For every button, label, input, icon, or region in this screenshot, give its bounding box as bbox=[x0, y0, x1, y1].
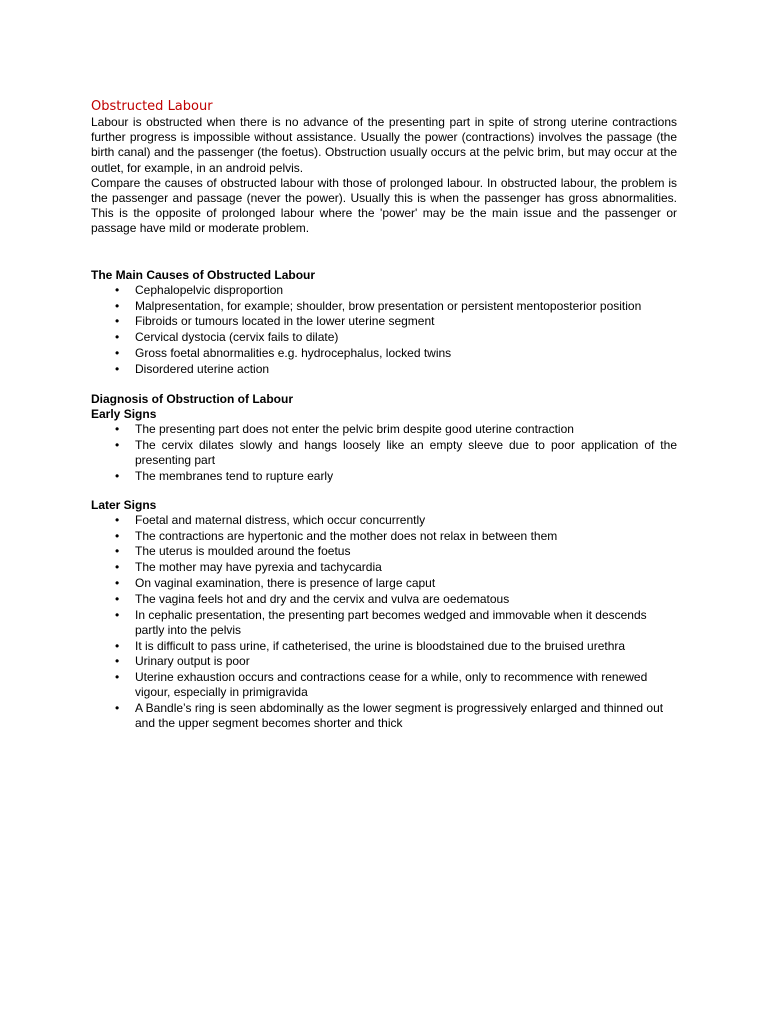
list-item bbox=[91, 422, 677, 437]
causes-list bbox=[91, 283, 677, 377]
list-item bbox=[91, 513, 677, 528]
list-item-text: Foetal and maternal distress, which occur concurrently bbox=[135, 512, 426, 527]
list-item bbox=[91, 529, 677, 544]
bullet-icon: • bbox=[115, 701, 120, 716]
list-item bbox=[91, 438, 677, 468]
bullet-icon: • bbox=[115, 591, 120, 606]
intro-paragraph-2: Compare the causes of obstructed labour with those of prolonged labour. In obstructed labour, the problem is the passenger and passage (never the power). Usually this is when the passenger has gross abnormalities. This is the opposite of prolonged labour where the 'power' may be the main issue and the passenger or passage have mild or moderate problem. bbox=[91, 175, 677, 236]
bullet-icon: • bbox=[115, 528, 120, 543]
list-item-text: Gross foetal abnormalities e.g. hydrocephalus, locked twins bbox=[135, 346, 452, 361]
list-item bbox=[91, 346, 677, 361]
list-item-text: The mother may have pyrexia and tachycardia bbox=[135, 560, 382, 575]
list-item-text: The uterus is moulded around the foetus bbox=[135, 544, 351, 559]
list-item bbox=[91, 330, 677, 345]
bullet-icon: • bbox=[115, 298, 120, 313]
list-item-text: Disordered uterine action bbox=[135, 361, 270, 376]
document-title: Obstructed Labour bbox=[91, 99, 213, 114]
list-item-text: It is difficult to pass urine, if catheterised, the urine is bloodstained due to the bruised urethra bbox=[135, 638, 626, 653]
bullet-icon: • bbox=[115, 654, 120, 669]
later-signs-list bbox=[91, 513, 677, 732]
bullet-icon: • bbox=[115, 607, 120, 622]
list-item bbox=[91, 283, 677, 298]
bullet-icon: • bbox=[115, 330, 120, 345]
list-item bbox=[91, 469, 677, 484]
list-item-text: On vaginal examination, there is presence of large caput bbox=[135, 576, 436, 590]
causes-heading: The Main Causes of Obstructed Labour bbox=[91, 267, 316, 282]
list-item bbox=[91, 670, 677, 700]
bullet-icon: • bbox=[115, 346, 120, 361]
bullet-icon: • bbox=[115, 282, 120, 297]
diagnosis-heading: Diagnosis of Obstruction of Labour bbox=[91, 391, 293, 406]
bullet-icon: • bbox=[115, 512, 120, 527]
list-item-text: The membranes tend to rupture early bbox=[135, 468, 334, 483]
list-item-text: The cervix dilates slowly and hangs loosely like an empty sleeve due to poor application of the presenting part bbox=[135, 437, 677, 468]
list-item-text: A Bandle’s ring is seen abdominally as the lower segment is progressively enlarged and thinned out and the upper segment becomes shorter and thick bbox=[135, 701, 664, 731]
list-item bbox=[91, 654, 677, 669]
list-item-text: Urinary output is poor bbox=[135, 654, 250, 669]
list-item-text: Malpresentation, for example; shoulder, brow presentation or persistent mentoposterior position bbox=[135, 298, 642, 313]
list-item-text: Cervical dystocia (cervix fails to dilate) bbox=[135, 330, 339, 345]
bullet-icon: • bbox=[115, 670, 120, 685]
list-item bbox=[91, 560, 677, 575]
early-signs-list bbox=[91, 422, 677, 484]
spacer bbox=[91, 485, 677, 498]
list-item bbox=[91, 701, 677, 731]
spacer bbox=[91, 237, 677, 268]
bullet-icon: • bbox=[115, 560, 120, 575]
list-item bbox=[91, 314, 677, 329]
later-signs-heading: Later Signs bbox=[91, 497, 157, 512]
list-item bbox=[91, 362, 677, 377]
list-item bbox=[91, 592, 677, 607]
bullet-icon: • bbox=[115, 544, 120, 559]
list-item bbox=[91, 608, 677, 638]
bullet-icon: • bbox=[115, 437, 120, 452]
list-item bbox=[91, 544, 677, 559]
list-item bbox=[91, 299, 677, 314]
document-page bbox=[91, 98, 677, 732]
list-item-text: The contractions are hypertonic and the mother does not relax in between them bbox=[135, 528, 558, 543]
list-item-text: The presenting part does not enter the pelvic brim despite good uterine contraction bbox=[135, 422, 574, 437]
list-item bbox=[91, 639, 677, 654]
bullet-icon: • bbox=[115, 361, 120, 376]
bullet-icon: • bbox=[115, 576, 120, 590]
list-item-text: Uterine exhaustion occurs and contractions cease for a while, only to recommence with renewed vigour, especially in primigravida bbox=[135, 670, 648, 700]
early-signs-heading: Early Signs bbox=[91, 406, 157, 421]
list-item-text: Cephalopelvic disproportion bbox=[135, 282, 284, 297]
bullet-icon: • bbox=[115, 468, 120, 483]
bullet-icon: • bbox=[115, 422, 120, 437]
list-item bbox=[91, 576, 677, 591]
list-item-text: In cephalic presentation, the presenting part becomes wedged and immovable when it descends partly into the pelvis bbox=[135, 607, 647, 637]
spacer bbox=[91, 378, 677, 392]
bullet-icon: • bbox=[115, 314, 120, 329]
bullet-icon: • bbox=[115, 638, 120, 653]
list-item-text: Fibroids or tumours located in the lower uterine segment bbox=[135, 314, 435, 329]
intro-paragraph-1: Labour is obstructed when there is no advance of the presenting part in spite of strong uterine contractions further progress is impossible without assistance. Usually the power (contractions) involves the passage (the birth canal) and the passenger (the foetus). Obstruction usually occurs at the pelvic brim, but may occur at the outlet, for example, in an android pelvis. bbox=[91, 115, 677, 175]
list-item-text: The vagina feels hot and dry and the cervix and vulva are oedematous bbox=[135, 591, 510, 606]
